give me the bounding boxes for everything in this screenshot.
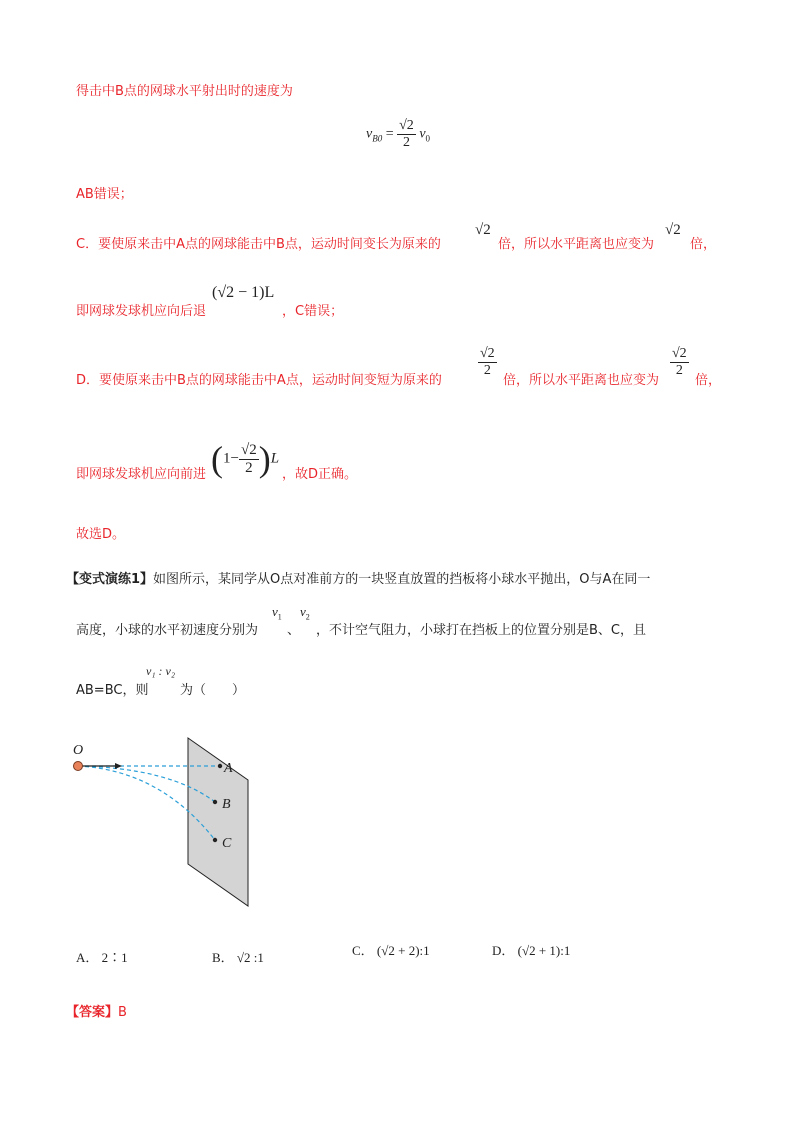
v1-symbol bbox=[272, 604, 282, 622]
formula-rhs: v bbox=[419, 126, 426, 142]
v-separator: 、 bbox=[287, 623, 301, 638]
point-c bbox=[213, 838, 217, 842]
point-b bbox=[213, 800, 217, 804]
c-line2-a: 即网球发球机应向后退 bbox=[76, 304, 207, 319]
solution-conclusion: 故选D。 bbox=[76, 527, 126, 542]
projectile-figure bbox=[60, 730, 270, 910]
d-frac-1 bbox=[478, 346, 497, 379]
option-a-value: 2∶1 bbox=[101, 950, 128, 965]
problem-text-3a: AB=BC，则 bbox=[76, 683, 149, 698]
d-frac-1-num: √2 bbox=[480, 346, 495, 361]
label-o: O bbox=[73, 743, 84, 758]
problem-line-1 bbox=[66, 568, 650, 587]
option-d-letter: D． bbox=[492, 943, 515, 958]
c-line2-b: ，C错误； bbox=[282, 304, 344, 319]
ratio-v1-v2: v₁ : v₂ bbox=[146, 664, 175, 678]
problem-text-3b: 为（ ） bbox=[180, 683, 246, 698]
c-part3: 倍， bbox=[690, 237, 717, 252]
formula-lhs-sub: B0 bbox=[372, 133, 383, 144]
d-math-num: √2 bbox=[240, 441, 257, 458]
c-math: (√2 − 1)L bbox=[212, 284, 275, 301]
option-a[interactable] bbox=[76, 947, 128, 966]
v1-letter: v bbox=[272, 604, 278, 619]
answer-tag: 【答案】 bbox=[66, 1005, 119, 1020]
d-part1: D．要使原来击中B点的网球能击中A点，运动时间变短为原来的 bbox=[76, 373, 442, 388]
solution-line-ab: AB错误； bbox=[76, 187, 133, 202]
option-c-letter: C． bbox=[352, 943, 374, 958]
d-frac-1-den: 2 bbox=[478, 362, 497, 379]
ball-icon bbox=[74, 762, 83, 771]
problem-text-1: 如图所示，某同学从O点对准前方的一块竖直放置的挡板将小球水平抛出，O与A在同一 bbox=[153, 572, 651, 587]
vertical-plate bbox=[188, 738, 248, 906]
v2-symbol bbox=[300, 604, 310, 622]
formula-eq: = bbox=[385, 126, 394, 142]
v1-sub: 1 bbox=[277, 612, 282, 622]
label-b: B bbox=[222, 797, 231, 812]
formula-den: 2 bbox=[397, 134, 416, 151]
d-frac-2 bbox=[670, 346, 689, 379]
velocity-formula bbox=[366, 118, 430, 151]
d-line2-b: ，故D正确。 bbox=[282, 467, 358, 482]
answer-value: B bbox=[118, 1005, 127, 1020]
option-c-explain bbox=[76, 233, 441, 252]
c-sqrt-2: √2 bbox=[665, 222, 681, 238]
problem-text-2b: ，不计空气阻力，小球打在挡板上的位置分别是B、C，且 bbox=[316, 623, 646, 638]
option-c[interactable] bbox=[352, 940, 430, 959]
formula-fraction bbox=[397, 118, 416, 151]
d-part2: 倍，所以水平距离也应变为 bbox=[503, 373, 660, 388]
problem-text-2a: 高度，小球的水平初速度分别为 bbox=[76, 623, 259, 638]
d-math: (1− $\frac{√2}{2}$ )L bbox=[211, 439, 280, 479]
d-line2-a: 即网球发球机应向前进 bbox=[76, 467, 207, 482]
option-d[interactable] bbox=[492, 940, 570, 959]
option-d-value: (√2 + 1):1 bbox=[517, 943, 571, 958]
formula-lhs: v bbox=[366, 126, 373, 142]
formula-rhs-sub: 0 bbox=[425, 133, 431, 144]
d-math-one: 1− bbox=[223, 450, 239, 467]
d-frac-2-den: 2 bbox=[670, 362, 689, 379]
arrow-head-icon bbox=[115, 763, 122, 769]
point-a bbox=[218, 764, 222, 768]
v2-sub: 2 bbox=[305, 612, 310, 622]
label-a: A bbox=[224, 761, 233, 776]
option-b-letter: B． bbox=[212, 950, 234, 965]
d-math-den: 2 bbox=[239, 459, 259, 477]
problem-tag: 【变式演练1】 bbox=[66, 572, 154, 587]
formula-num: √2 bbox=[399, 118, 414, 133]
option-b[interactable] bbox=[212, 947, 264, 966]
c-part1: C．要使原来击中A点的网球能击中B点，运动时间变长为原来的 bbox=[76, 237, 441, 252]
label-c: C bbox=[222, 836, 232, 851]
c-part2: 倍，所以水平距离也应变为 bbox=[498, 237, 655, 252]
option-b-value: √2 :1 bbox=[236, 950, 264, 965]
c-sqrt-1: √2 bbox=[475, 222, 491, 238]
d-part3: 倍， bbox=[695, 373, 722, 388]
option-c-value: (√2 + 2):1 bbox=[376, 943, 430, 958]
option-a-letter: A． bbox=[76, 950, 99, 965]
d-math-L: L bbox=[270, 450, 280, 467]
v2-letter: v bbox=[300, 604, 306, 619]
d-frac-2-num: √2 bbox=[672, 346, 687, 361]
solution-line-1: 得击中B点的网球水平射出时的速度为 bbox=[76, 84, 293, 99]
answer-line bbox=[66, 1001, 127, 1020]
